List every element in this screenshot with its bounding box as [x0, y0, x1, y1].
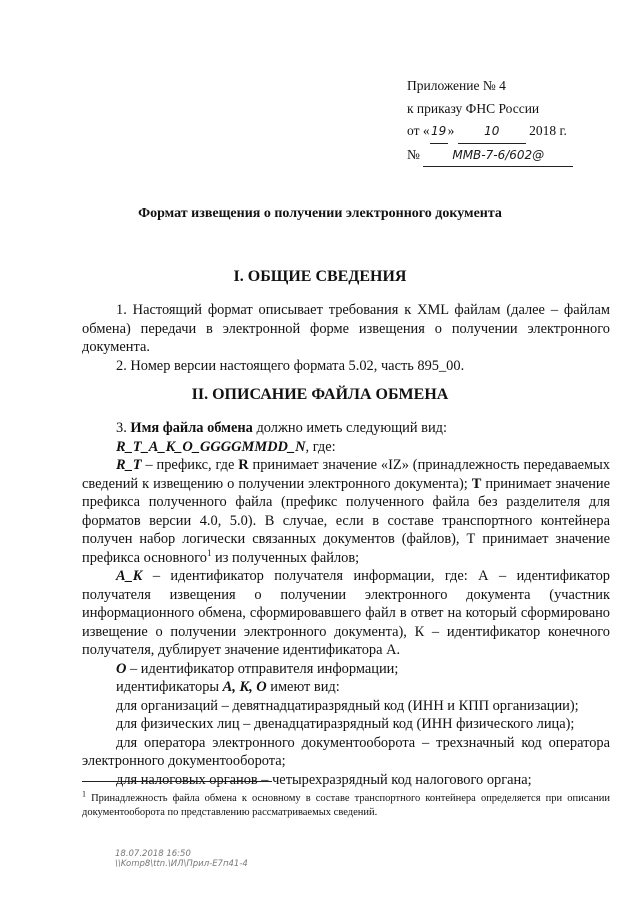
file-name-pattern: R_T_A_K_O_GGGGMMDD_N, где: [116, 438, 336, 455]
section-2-body [82, 419, 610, 789]
paragraph-phys: для физических лиц – двенадцатиразрядный код (ИНН физического лица); [116, 716, 575, 732]
footnote: $^1$ Принадлежность файла обмена к основному в составе транспортного контейнера определяется при описании документооборота по представлению рассматриваемых сведений. [82, 789, 610, 818]
paragraph-org: для организаций – девятнадцатиразрядный код (ИНН и КПП организации); [116, 697, 579, 714]
paragraph-3: 3. Имя файла обмена должно иметь следующий вид: [116, 420, 447, 436]
appendix-number-line: № ММВ-7-6/602@ [407, 144, 573, 168]
section-2-heading: II. ОПИСАНИЕ ФАЙЛА ОБМЕНА [191, 386, 449, 403]
footnote-ref: 1 [206, 547, 212, 558]
paragraph-2: 2. Номер версии настоящего формата 5.02, часть 895_00. [116, 357, 465, 374]
appendix-line-1: Приложение № 4 [407, 78, 506, 93]
section-1-heading: I. ОБЩИЕ СВЕДЕНИЯ [233, 268, 407, 285]
file-stamp: 18.07.2018 16:50 \\Komp8\ttn.\ИЛ\Прил-Е7п41-4 [115, 849, 248, 869]
document-title: Формат извещения о получении электронного документа [138, 206, 502, 221]
paragraph-edo: для оператора электронного документооборота – трехзначный код оператора электронного документооборота; [82, 734, 610, 769]
section-1-body [82, 301, 610, 375]
paragraph-o: O – идентификатор отправителя информации; [116, 660, 399, 677]
paragraph-ak: A_K – идентификатор получателя информации, где: А – идентификатор получателя извещения о получении электронного документа (участник информационного обмена, сформировавшего файл в ответ на который сформировано извещение о получении электронного документа), К – идентификатор конечного получателя, дублирует значение идентификатора А. [82, 568, 610, 658]
paragraph-1: 1. Настоящий формат описывает требования к XML файлам (далее – файлам обмена) передачи в электронной форме извещения о получении электронного документа. [82, 302, 610, 355]
appendix-number: ММВ-7-6/602@ [423, 144, 573, 168]
appendix-block [407, 75, 573, 167]
appendix-date-line: от «19» 10 2018 г. [407, 120, 573, 144]
appendix-day: 19 [430, 120, 448, 144]
paragraph-ids: идентификаторы A, K, O имеют вид: [116, 679, 340, 695]
appendix-line-2: к приказу ФНС России [407, 100, 540, 116]
paragraph-tax: для налоговых органов – четырехразрядный код налогового органа; [116, 771, 532, 788]
paragraph-rt: R_T – префикс, где R принимает значение «IZ» (принадлежность передаваемых сведений к извещению о получении электронного документа); T принимает значение префикса полученного файла (префикс полученного файла без разделителя для форматов версии 4.0, 5.0). В случае, если в составе транспортного контейнера получен набор логически связанных документов (файлов), Т принимает значение префикса основного$^1$ из полученных файлов; [82, 457, 610, 566]
appendix-month: 10 [458, 120, 526, 144]
footnote-divider [82, 781, 272, 782]
